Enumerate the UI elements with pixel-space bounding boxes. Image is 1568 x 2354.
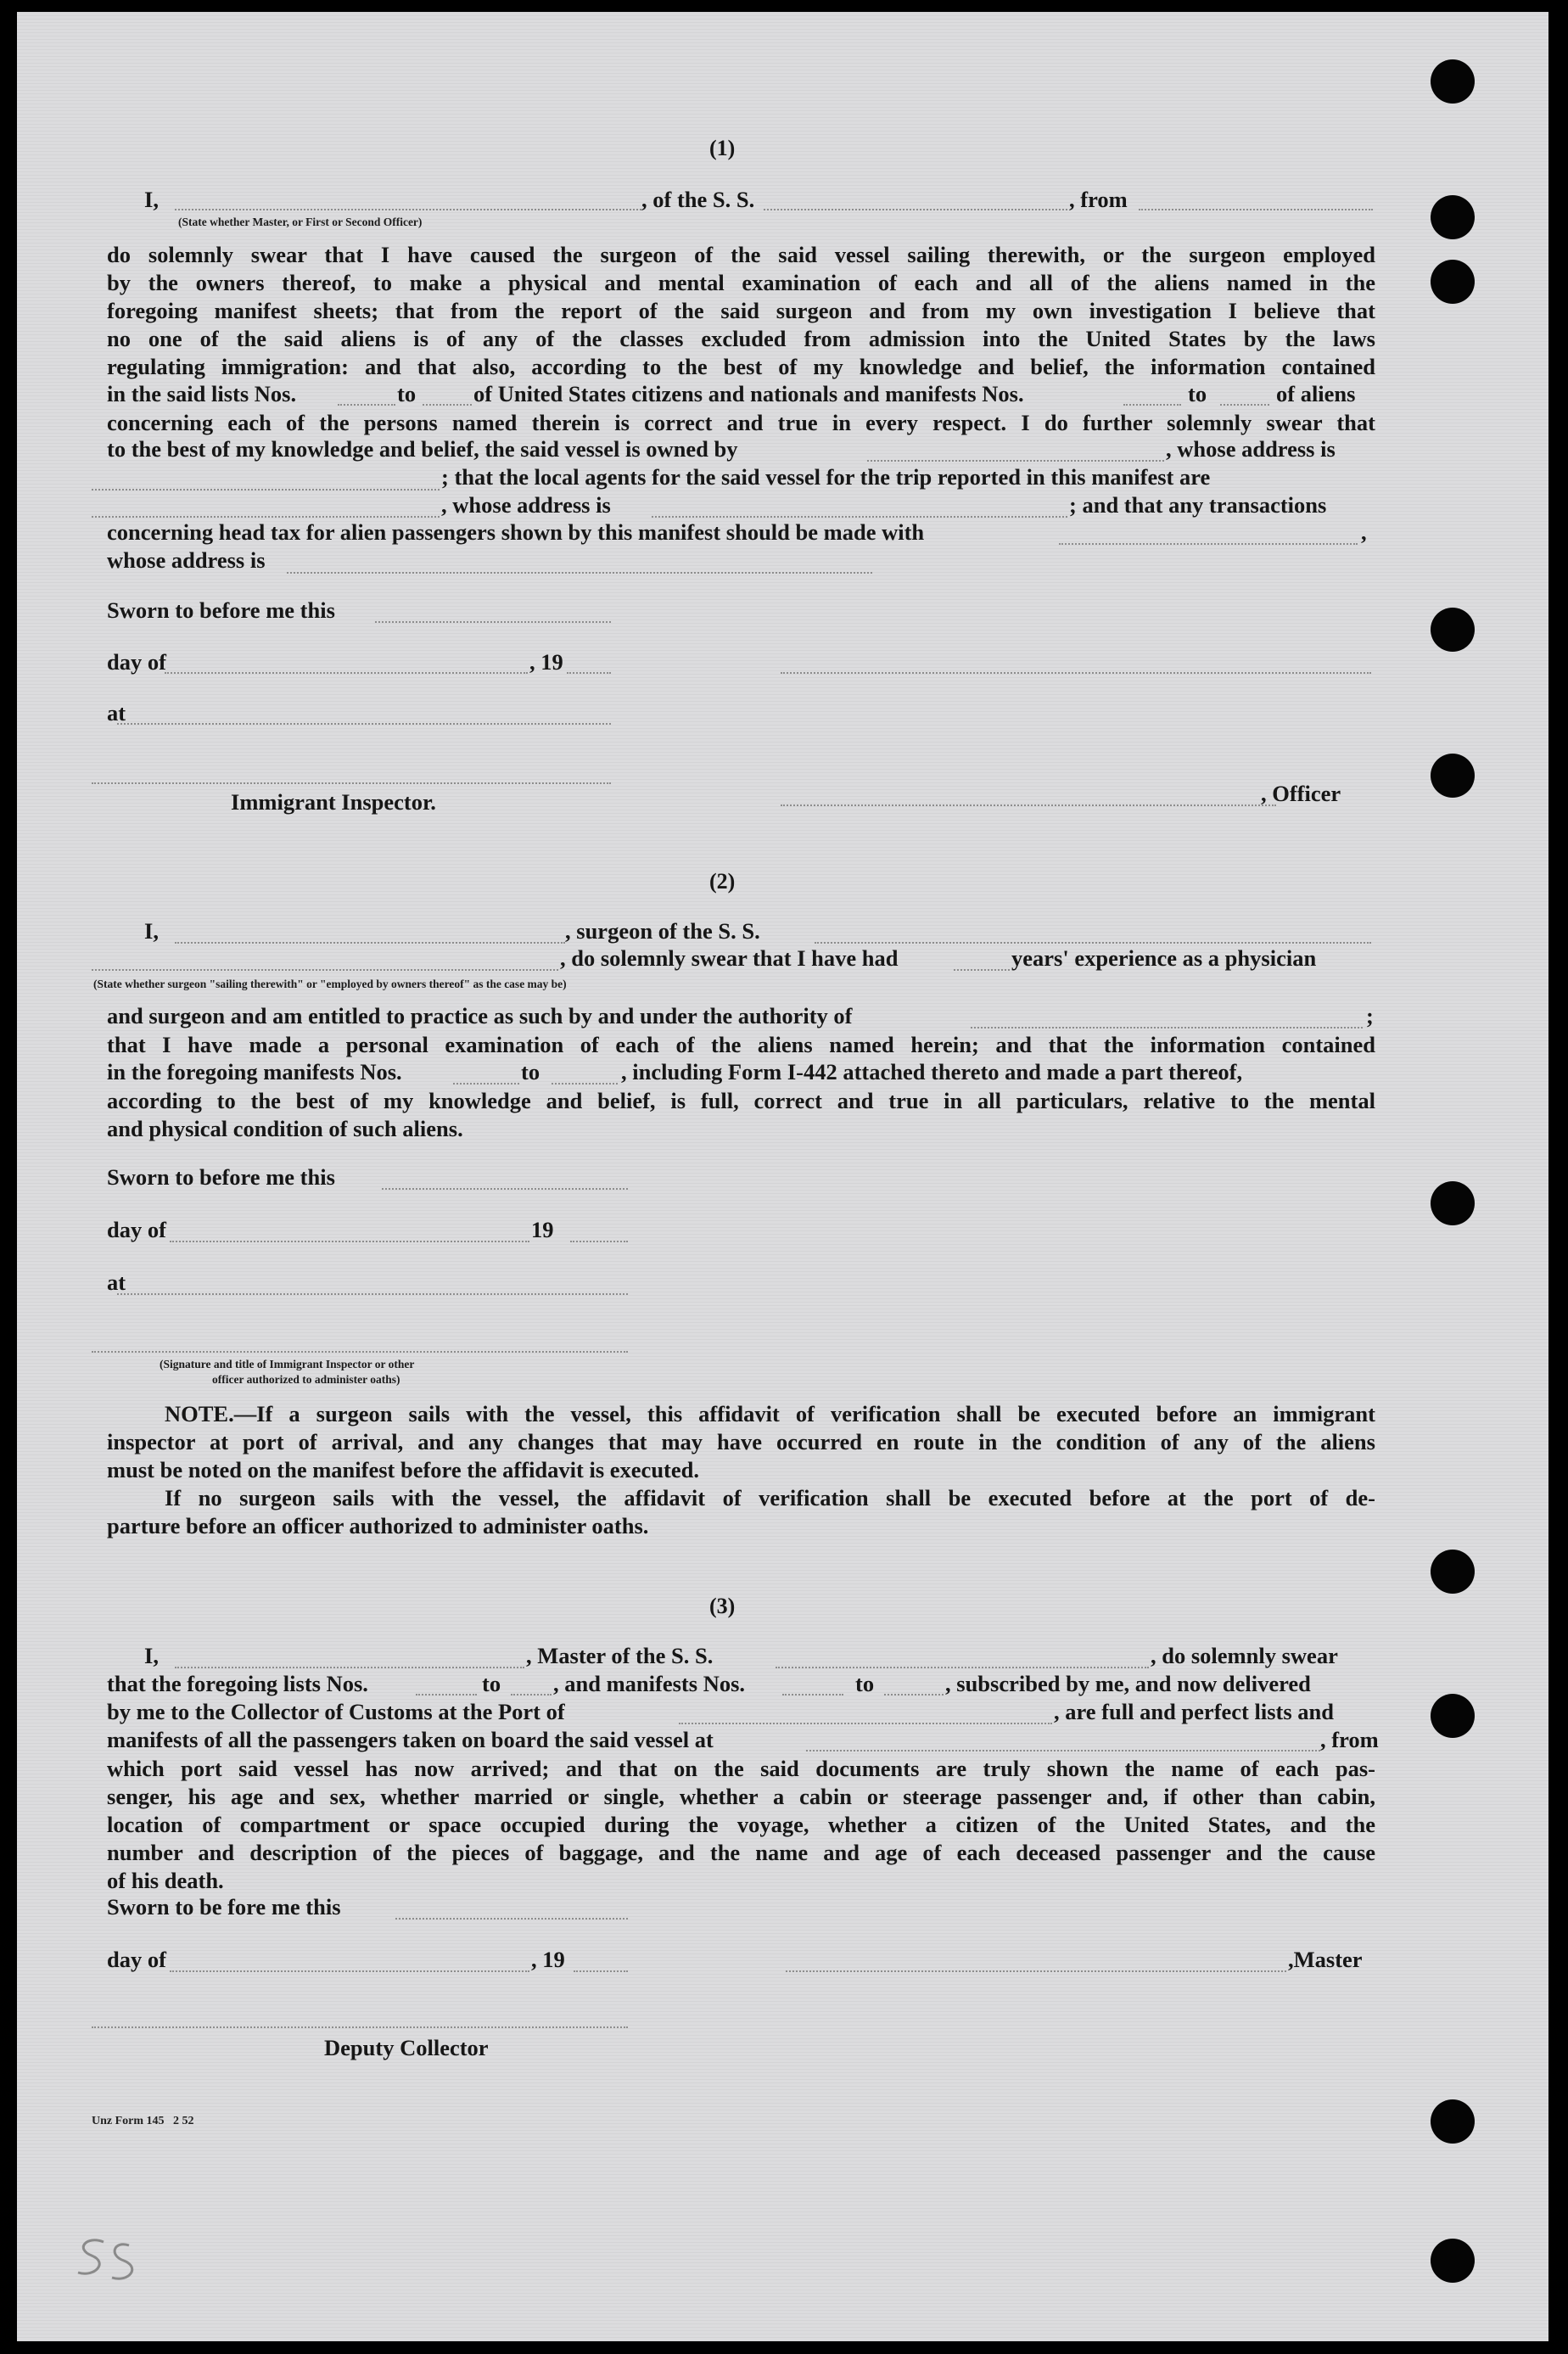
blank-line[interactable] [395,1918,628,1920]
blank-line[interactable] [552,1083,618,1085]
line: regulating immigration: and that also, according to the best of my knowledge and belief, the information contained [107,354,1375,379]
section-number: (2) [709,869,736,894]
line: location of compartment or space occupied during the voyage, whether a citizen of the United States, and the [107,1812,1375,1837]
blank-line[interactable] [679,1723,1052,1724]
text: , 19 [531,1947,565,1972]
blank-line[interactable] [867,460,1164,462]
text: ; [1366,1003,1374,1028]
text: at [107,1269,126,1295]
handwritten-mark-icon [70,2227,188,2286]
blank-line[interactable] [1059,543,1358,545]
blank-line[interactable] [782,1694,843,1695]
signature-line[interactable] [92,1351,628,1353]
blank-line[interactable] [423,404,472,406]
text: manifests of all the passengers taken on board the said vessel at [107,1727,714,1752]
blank-line[interactable] [1220,404,1269,406]
caption: (State whether surgeon "sailing therewith" or "employed by owners thereof" as the case may be) [93,978,567,990]
line: If no surgeon sails with the vessel, the affidavit of verification shall be executed before at the port of de- [165,1485,1375,1510]
text: , Officer [1261,781,1341,806]
text: whose address is [107,547,266,573]
text: that the foregoing lists Nos. [107,1671,368,1696]
blank-line[interactable] [375,621,611,623]
text: to [521,1059,540,1085]
line: number and description of the pieces of baggage, and the name and age of each deceased passenger and the cause [107,1840,1375,1865]
form-sheet [17,12,1548,2341]
text: , including Form I-442 attached thereto and made a part thereof, [621,1059,1243,1085]
line: must be noted on the manifest before the affidavit is executed. [107,1457,700,1482]
blank-line[interactable] [382,1188,628,1190]
signature-line[interactable] [92,782,611,784]
text: of United States citizens and nationals and manifests Nos. [473,381,1024,406]
text: by me to the Collector of Customs at the Port of [107,1699,565,1724]
text: to [397,381,417,406]
line: that I have made a personal examination of each of the aliens named herein; and that the information contained [107,1032,1375,1057]
text: Sworn to before me this [107,1164,335,1190]
text: , are full and perfect lists and [1054,1699,1335,1724]
blank-line[interactable] [570,1241,628,1242]
blank-line[interactable] [574,1970,628,1972]
text: , from [1320,1727,1379,1752]
text: at [107,700,126,726]
blank-line[interactable] [1139,209,1373,210]
line: by the owners thereof, to make a physical and mental examination of each and all of the aliens named in the [107,270,1375,295]
blank-line[interactable] [884,1694,944,1695]
text: to the best of my knowledge and belief, the said vessel is owned by [107,436,738,462]
line: which port said vessel has now arrived; and that on the said documents are truly shown the name of each pas- [107,1756,1375,1781]
line: and physical condition of such aliens. [107,1116,463,1141]
text: Immigrant Inspector. [231,789,436,815]
text: ; that the local agents for the said vessel for the trip reported in this manifest are [441,464,1211,490]
text: , 19 [529,649,563,675]
text: Deputy Collector [324,2035,489,2060]
blank-line[interactable] [175,1667,524,1668]
text: to [855,1671,875,1696]
text: , subscribed by me, and now delivered [945,1671,1311,1696]
text: , do solemnly swear [1151,1643,1338,1668]
signature-line[interactable] [92,2026,628,2028]
text: ,Master [1288,1947,1363,1972]
text: day of [107,1947,166,1972]
text: , and manifests Nos. [553,1671,746,1696]
line: according to the best of my knowledge and belief, is full, correct and true in all particulars, relative to the mental [107,1088,1375,1113]
paragraph [107,1755,1375,1895]
blank-line[interactable] [92,969,558,971]
section-number: (3) [709,1594,736,1618]
form-number: Unz Form 145 2 52 [92,2115,194,2127]
punch-hole [1431,1550,1475,1594]
line: foregoing manifest sheets; that from the report of the said surgeon and from my own investigation I believe that [107,298,1375,323]
blank-line[interactable] [92,516,440,518]
text: to [1188,381,1207,406]
text: of aliens [1276,381,1356,406]
punch-hole [1431,2239,1475,2283]
line: senger, his age and sex, whether married or single, whether a cabin or steerage passenger and, if other than cabin, [107,1784,1375,1809]
text: , Master of the S. S. [526,1643,714,1668]
paragraph [107,1087,1375,1143]
signature-line[interactable] [786,1970,1286,1972]
punch-hole [1431,195,1475,239]
blank-line[interactable] [170,1970,529,1972]
paragraph [107,409,1375,437]
blank-line[interactable] [170,1241,529,1242]
text: in the foregoing manifests Nos. [107,1059,402,1085]
text: concerning head tax for alien passengers shown by this manifest should be made with [107,519,925,545]
blank-line[interactable] [764,209,1067,210]
signature-line[interactable] [781,804,1276,806]
paragraph [107,241,1375,381]
line: do solemnly swear that I have caused the surgeon of the said vessel sailing therewith, or the surgeon employed [107,242,1375,267]
text: years' experience as a physician [1011,945,1317,971]
text: 19 [531,1217,554,1242]
line: NOTE.—If a surgeon sails with the vessel, this affidavit of verification shall be executed before an immigrant [165,1401,1375,1426]
text: , surgeon of the S. S. [565,918,760,944]
punch-hole [1431,1181,1475,1225]
blank-line[interactable] [954,969,1010,971]
text: , from [1069,187,1128,212]
text: to [482,1671,501,1696]
punch-hole [1431,260,1475,304]
note-paragraph [107,1400,1375,1540]
blank-line[interactable] [453,1083,519,1085]
caption: officer authorized to administer oaths) [212,1373,400,1386]
blank-line[interactable] [287,572,872,574]
blank-line[interactable] [117,723,611,725]
punch-hole [1431,608,1475,652]
line: of his death. [107,1868,224,1893]
punch-hole [1431,2099,1475,2144]
text: , [1361,519,1367,545]
text: , whose address is [1166,436,1336,462]
punch-hole [1431,59,1475,104]
paragraph [107,1031,1375,1059]
text: in the said lists Nos. [107,381,297,406]
text: Sworn to before me this [107,597,335,623]
caption: (State whether Master, or First or Second Officer) [178,216,423,228]
punch-hole [1431,754,1475,798]
section-number: (1) [709,136,736,160]
blank-line[interactable] [652,516,1067,518]
caption: (Signature and title of Immigrant Inspector or other [160,1358,415,1370]
line: no one of the said aliens is of any of the classes excluded from admission into the United States by the laws [107,326,1375,351]
text: and surgeon and am entitled to practice as such by and under the authority of [107,1003,853,1028]
blank-line[interactable] [338,404,395,406]
text: day of [107,1217,166,1242]
line: inspector at port of arrival, and any changes that may have occurred en route in the condition of any of the aliens [107,1429,1375,1454]
text: , of the S. S. [641,187,755,212]
text: ; and that any transactions [1069,492,1327,518]
blank-line[interactable] [567,672,611,674]
blank-line[interactable] [117,1293,628,1295]
blank-line[interactable] [1123,404,1181,406]
text: day of [107,649,166,675]
blank-line[interactable] [175,942,565,944]
text: I, [144,187,159,212]
text: Sworn to be fore me this [107,1894,341,1920]
blank-line[interactable] [416,1694,477,1695]
signature-line[interactable] [781,672,1371,674]
text: , whose address is [441,492,611,518]
text: I, [144,1643,159,1668]
blank-line[interactable] [165,672,528,674]
line: parture before an officer authorized to administer oaths. [107,1513,649,1539]
punch-hole [1431,1694,1475,1738]
blank-line[interactable] [776,1667,1149,1668]
text: I, [144,918,159,944]
blank-line[interactable] [92,489,440,490]
blank-line[interactable] [175,209,641,210]
blank-line[interactable] [971,1027,1363,1028]
blank-line[interactable] [815,942,1371,944]
blank-line[interactable] [806,1750,1320,1751]
line: concerning each of the persons named therein is correct and true in every respect. I do further solemnly swear that [107,410,1375,435]
blank-line[interactable] [511,1694,552,1695]
text: , do solemnly swear that I have had [560,945,899,971]
